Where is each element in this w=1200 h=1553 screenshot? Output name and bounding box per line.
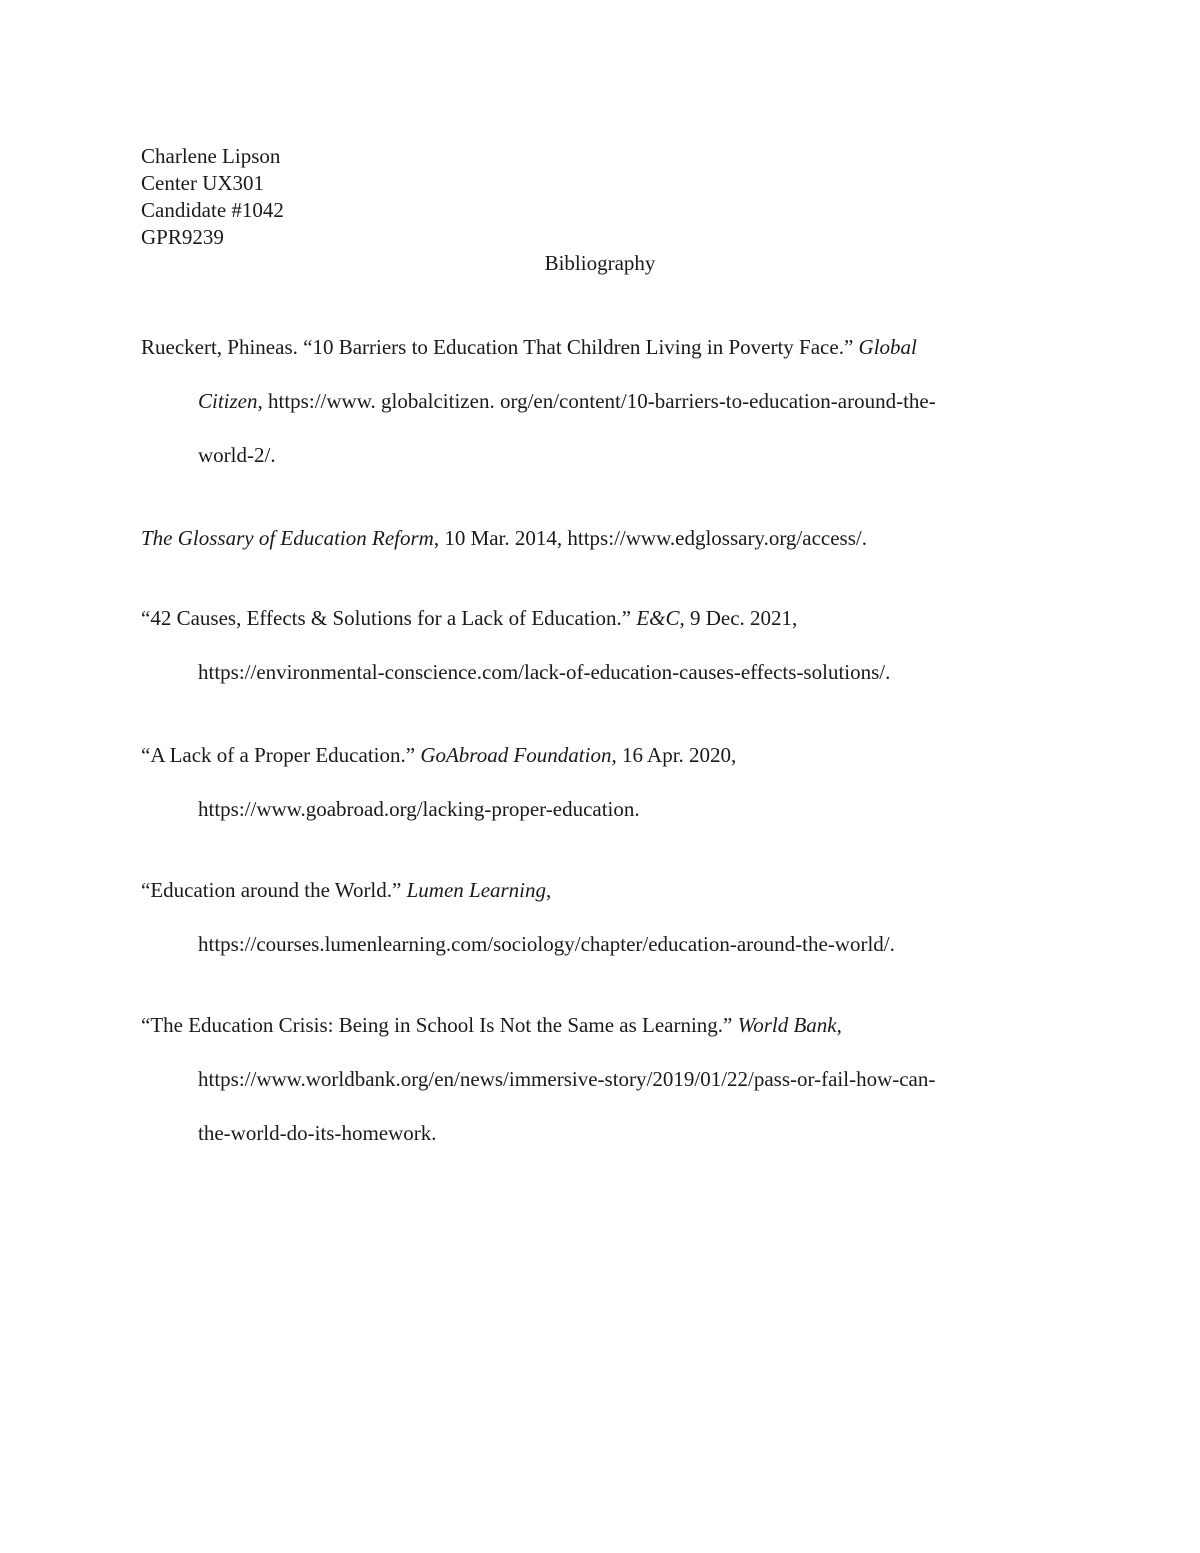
entry-text: https://www.worldbank.org/en/news/immersive-story/2019/01/22/pass-or-fail-how-can- bbox=[198, 1067, 936, 1091]
entry-line bbox=[141, 525, 1041, 552]
bibliography-entry-goabroad bbox=[141, 742, 1041, 821]
entry-text: , 16 Apr. 2020, bbox=[611, 743, 737, 767]
entry-text: , 10 Mar. 2014, https://www.edglossary.org/access/. bbox=[433, 526, 867, 550]
entry-text: , 9 Dec. 2021, bbox=[679, 606, 798, 630]
entry-italic-text: E&C bbox=[636, 606, 680, 630]
entry-italic-text: Lumen Learning bbox=[406, 878, 547, 902]
entry-line bbox=[141, 1012, 1041, 1039]
entry-text: , bbox=[546, 878, 552, 902]
entry-italic-text: GoAbroad Foundation bbox=[420, 743, 612, 767]
center-id: Center UX301 bbox=[141, 171, 265, 195]
entry-text: “The Education Crisis: Being in School Is Not the Same as Learning.” bbox=[141, 1013, 738, 1037]
entry-line bbox=[141, 931, 1041, 958]
bibliography-entry-causes bbox=[141, 605, 1041, 684]
entry-italic-text: Global bbox=[858, 335, 917, 359]
entry-line bbox=[141, 334, 1041, 361]
entry-text: https://courses.lumenlearning.com/sociology/chapter/education-around-the-world/. bbox=[198, 932, 895, 956]
entry-line bbox=[141, 605, 1041, 632]
bibliography-entry-glossary bbox=[141, 525, 1041, 552]
entry-text: https://www.goabroad.org/lacking-proper-education. bbox=[198, 797, 640, 821]
entry-text: “Education around the World.” bbox=[141, 878, 407, 902]
entry-line bbox=[141, 1120, 1041, 1147]
entry-text: the-world-do-its-homework. bbox=[198, 1121, 437, 1145]
course-code: GPR9239 bbox=[141, 225, 224, 249]
entry-text: Rueckert, Phineas. “10 Barriers to Education That Children Living in Poverty Face.” bbox=[141, 335, 859, 359]
entry-line bbox=[141, 388, 1041, 415]
entry-line bbox=[141, 442, 1041, 469]
bibliography-entry-rueckert bbox=[141, 334, 1041, 467]
bibliography-entry-lumen bbox=[141, 877, 1041, 956]
entry-text: world-2/. bbox=[198, 443, 276, 467]
bibliography-entry-worldbank bbox=[141, 1012, 1041, 1145]
entry-text: , bbox=[836, 1013, 842, 1037]
candidate-number: Candidate #1042 bbox=[141, 198, 284, 222]
entry-line bbox=[141, 796, 1041, 823]
entry-text: “42 Causes, Effects & Solutions for a Lack of Education.” bbox=[141, 606, 637, 630]
entry-text: https://environmental-conscience.com/lack-of-education-causes-effects-solutions/. bbox=[198, 660, 891, 684]
entry-text: , https://www. globalcitizen. org/en/content/10-barriers-to-education-around-the- bbox=[257, 389, 936, 413]
page-title: Bibliography bbox=[544, 251, 656, 275]
entry-line bbox=[141, 742, 1041, 769]
entry-italic-text: Citizen bbox=[198, 389, 258, 413]
entry-line bbox=[141, 659, 1041, 686]
entry-italic-text: World Bank bbox=[737, 1013, 837, 1037]
author-name: Charlene Lipson bbox=[141, 144, 281, 168]
entry-text: “A Lack of a Proper Education.” bbox=[141, 743, 421, 767]
entry-line bbox=[141, 1066, 1041, 1093]
entry-italic-text: The Glossary of Education Reform bbox=[141, 526, 434, 550]
author-header bbox=[141, 143, 284, 251]
entry-line bbox=[141, 877, 1041, 904]
